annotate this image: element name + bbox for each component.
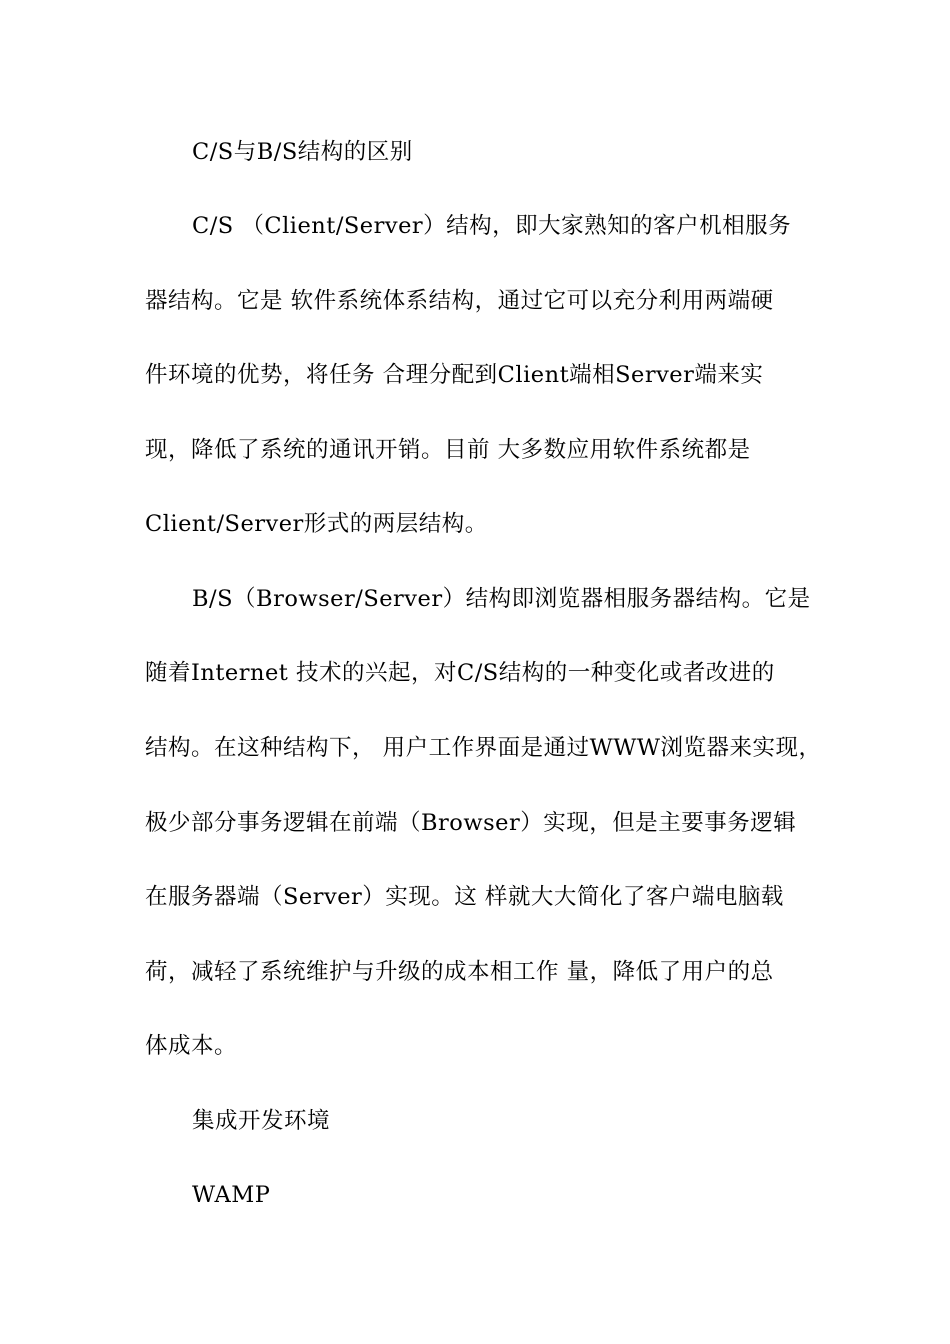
paragraph-bs-line-4: 极少部分事务逻辑在前端（Browser）实现，但是主要事务逻辑 [145,810,797,836]
section-heading-cs-bs: C/S与B/S结构的区别 [192,139,413,165]
paragraph-bs-line-5: 在服务器端（Server）实现。这 样就大大简化了客户端电脑载 [145,884,784,910]
paragraph-bs-line-7: 体成本。 [145,1033,238,1059]
paragraph-cs-line-5: Client/Server形式的两层结构。 [145,511,488,537]
paragraph-bs-line-6: 荷，减轻了系统维护与升级的成本相工作 量，降低了用户的总 [145,959,774,985]
paragraph-cs-line-3: 件环境的优势，将任务 合理分配到Client端相Server端来实 [145,362,764,388]
paragraph-cs-line-4: 现，降低了系统的通讯开销。目前 大多数应用软件系统都是 [145,437,751,463]
paragraph-cs-line-2: 器结构。它是 软件系统体系结构，通过它可以充分利用两端硬 [145,288,774,314]
paragraph-bs-line-3: 结构。在这种结构下， 用户工作界面是通过WWW浏览器来实现， [145,735,822,761]
paragraph-bs-line-1: B/S（Browser/Server）结构即浏览器相服务器结构。它是 [192,586,811,612]
paragraph-cs-line-1: C/S （Client/Server）结构，即大家熟知的客户机相服务 [192,213,792,239]
section-heading-wamp: WAMP [192,1182,271,1208]
section-heading-ide: 集成开发环境 [192,1108,331,1134]
paragraph-bs-line-2: 随着Internet 技术的兴起，对C/S结构的一种变化或者改进的 [145,660,775,686]
